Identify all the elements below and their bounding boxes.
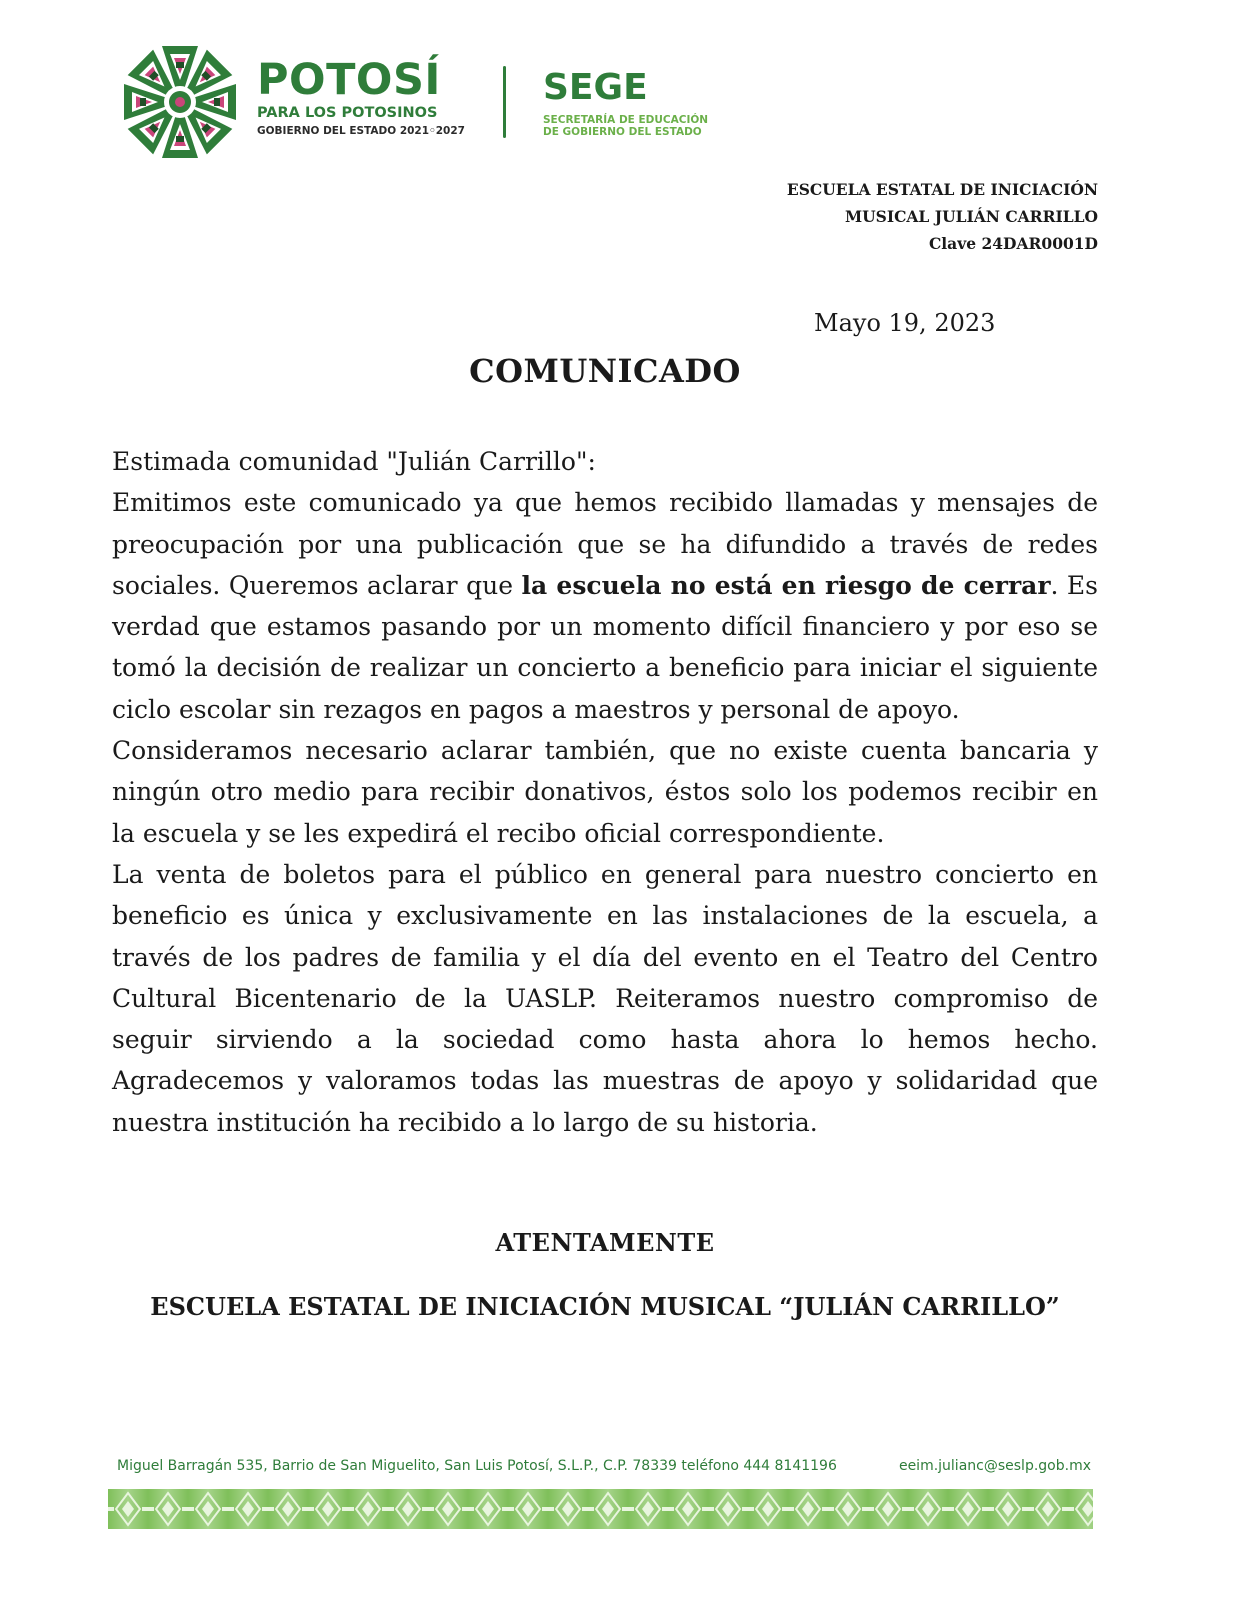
brand-title: POTOSÍ	[257, 55, 441, 105]
greeting: Estimada comunidad "Julián Carrillo":	[112, 447, 596, 476]
document-body	[112, 441, 1098, 1143]
agency-block	[543, 68, 773, 138]
footer-address: Miguel Barragán 535, Barrio de San Miguelito, San Luis Potosí, S.L.P., C.P. 78339 teléfono 444 8141196	[117, 1458, 837, 1474]
paragraph-1	[112, 482, 1098, 730]
paragraph-2: Consideramos necesario aclarar también, que no existe cuenta bancaria y ningún otro medio para recibir donativos, éstos solo los podemos recibir en la escuela y se les expedirá el recibo oficial correspondiente.	[112, 736, 1098, 848]
potosi-state-emblem-icon	[118, 40, 242, 164]
paragraph-1-end: . Es verdad que estamos pasando por un momento difícil financiero y por eso se tomó la decisión de realizar un concierto a beneficio para iniciar el siguiente ciclo escolar sin rezagos en pagos a maestros y personal de apoyo.	[112, 570, 1099, 724]
school-name-line1: ESCUELA ESTATAL DE INICIACIÓN	[786, 180, 1098, 199]
document-date: Mayo 19, 2023	[814, 309, 996, 337]
brand-block	[257, 55, 477, 138]
agency-subtitle-line1: SECRETARÍA DE EDUCACIÓN	[543, 114, 709, 126]
header-divider	[503, 66, 506, 138]
signature: ESCUELA ESTATAL DE INICIACIÓN MUSICAL “JULIÁN CARRILLO”	[150, 1292, 1060, 1321]
closing: ATENTAMENTE	[495, 1228, 715, 1257]
agency-title: SEGE	[543, 67, 648, 108]
paragraph-3: La venta de boletos para el público en general para nuestro concierto en beneficio es única y exclusivamente en las instalaciones de la escuela, a través de los padres de familia y el día del evento en el Teatro del Centro Cultural Bicentenario de la UASLP. Reiteramos nuestro compromiso de seguir sirviendo a la sociedad como hasta ahora lo hemos hecho. Agradecemos y valoramos todas las muestras de apoyo y solidaridad que nuestra institución ha recibido a lo largo de su historia.	[112, 859, 1098, 1137]
document-title: COMUNICADO	[469, 352, 741, 390]
paragraph-1-emphasis: la escuela no está en riesgo de cerrar	[521, 570, 1051, 600]
brand-government: GOBIERNO DEL ESTADO 2021◦2027	[257, 125, 465, 137]
school-header	[787, 176, 1098, 257]
decorative-pattern-band-icon	[108, 1489, 1093, 1529]
school-name-line2: MUSICAL JULIÁN CARRILLO	[844, 207, 1098, 226]
paragraph-1-start: Emitimos este comunicado ya que hemos recibido llamadas y mensajes de preocupación por una publicación que se ha difundido a través de redes sociales. Queremos aclarar que	[112, 488, 1098, 600]
agency-subtitle-line2: DE GOBIERNO DEL ESTADO	[543, 126, 702, 138]
footer-email: eeim.julianc@seslp.gob.mx	[898, 1458, 1091, 1474]
school-clave: Clave 24DAR0001D	[928, 234, 1098, 253]
brand-subtitle: PARA LOS POTOSINOS	[257, 105, 438, 121]
